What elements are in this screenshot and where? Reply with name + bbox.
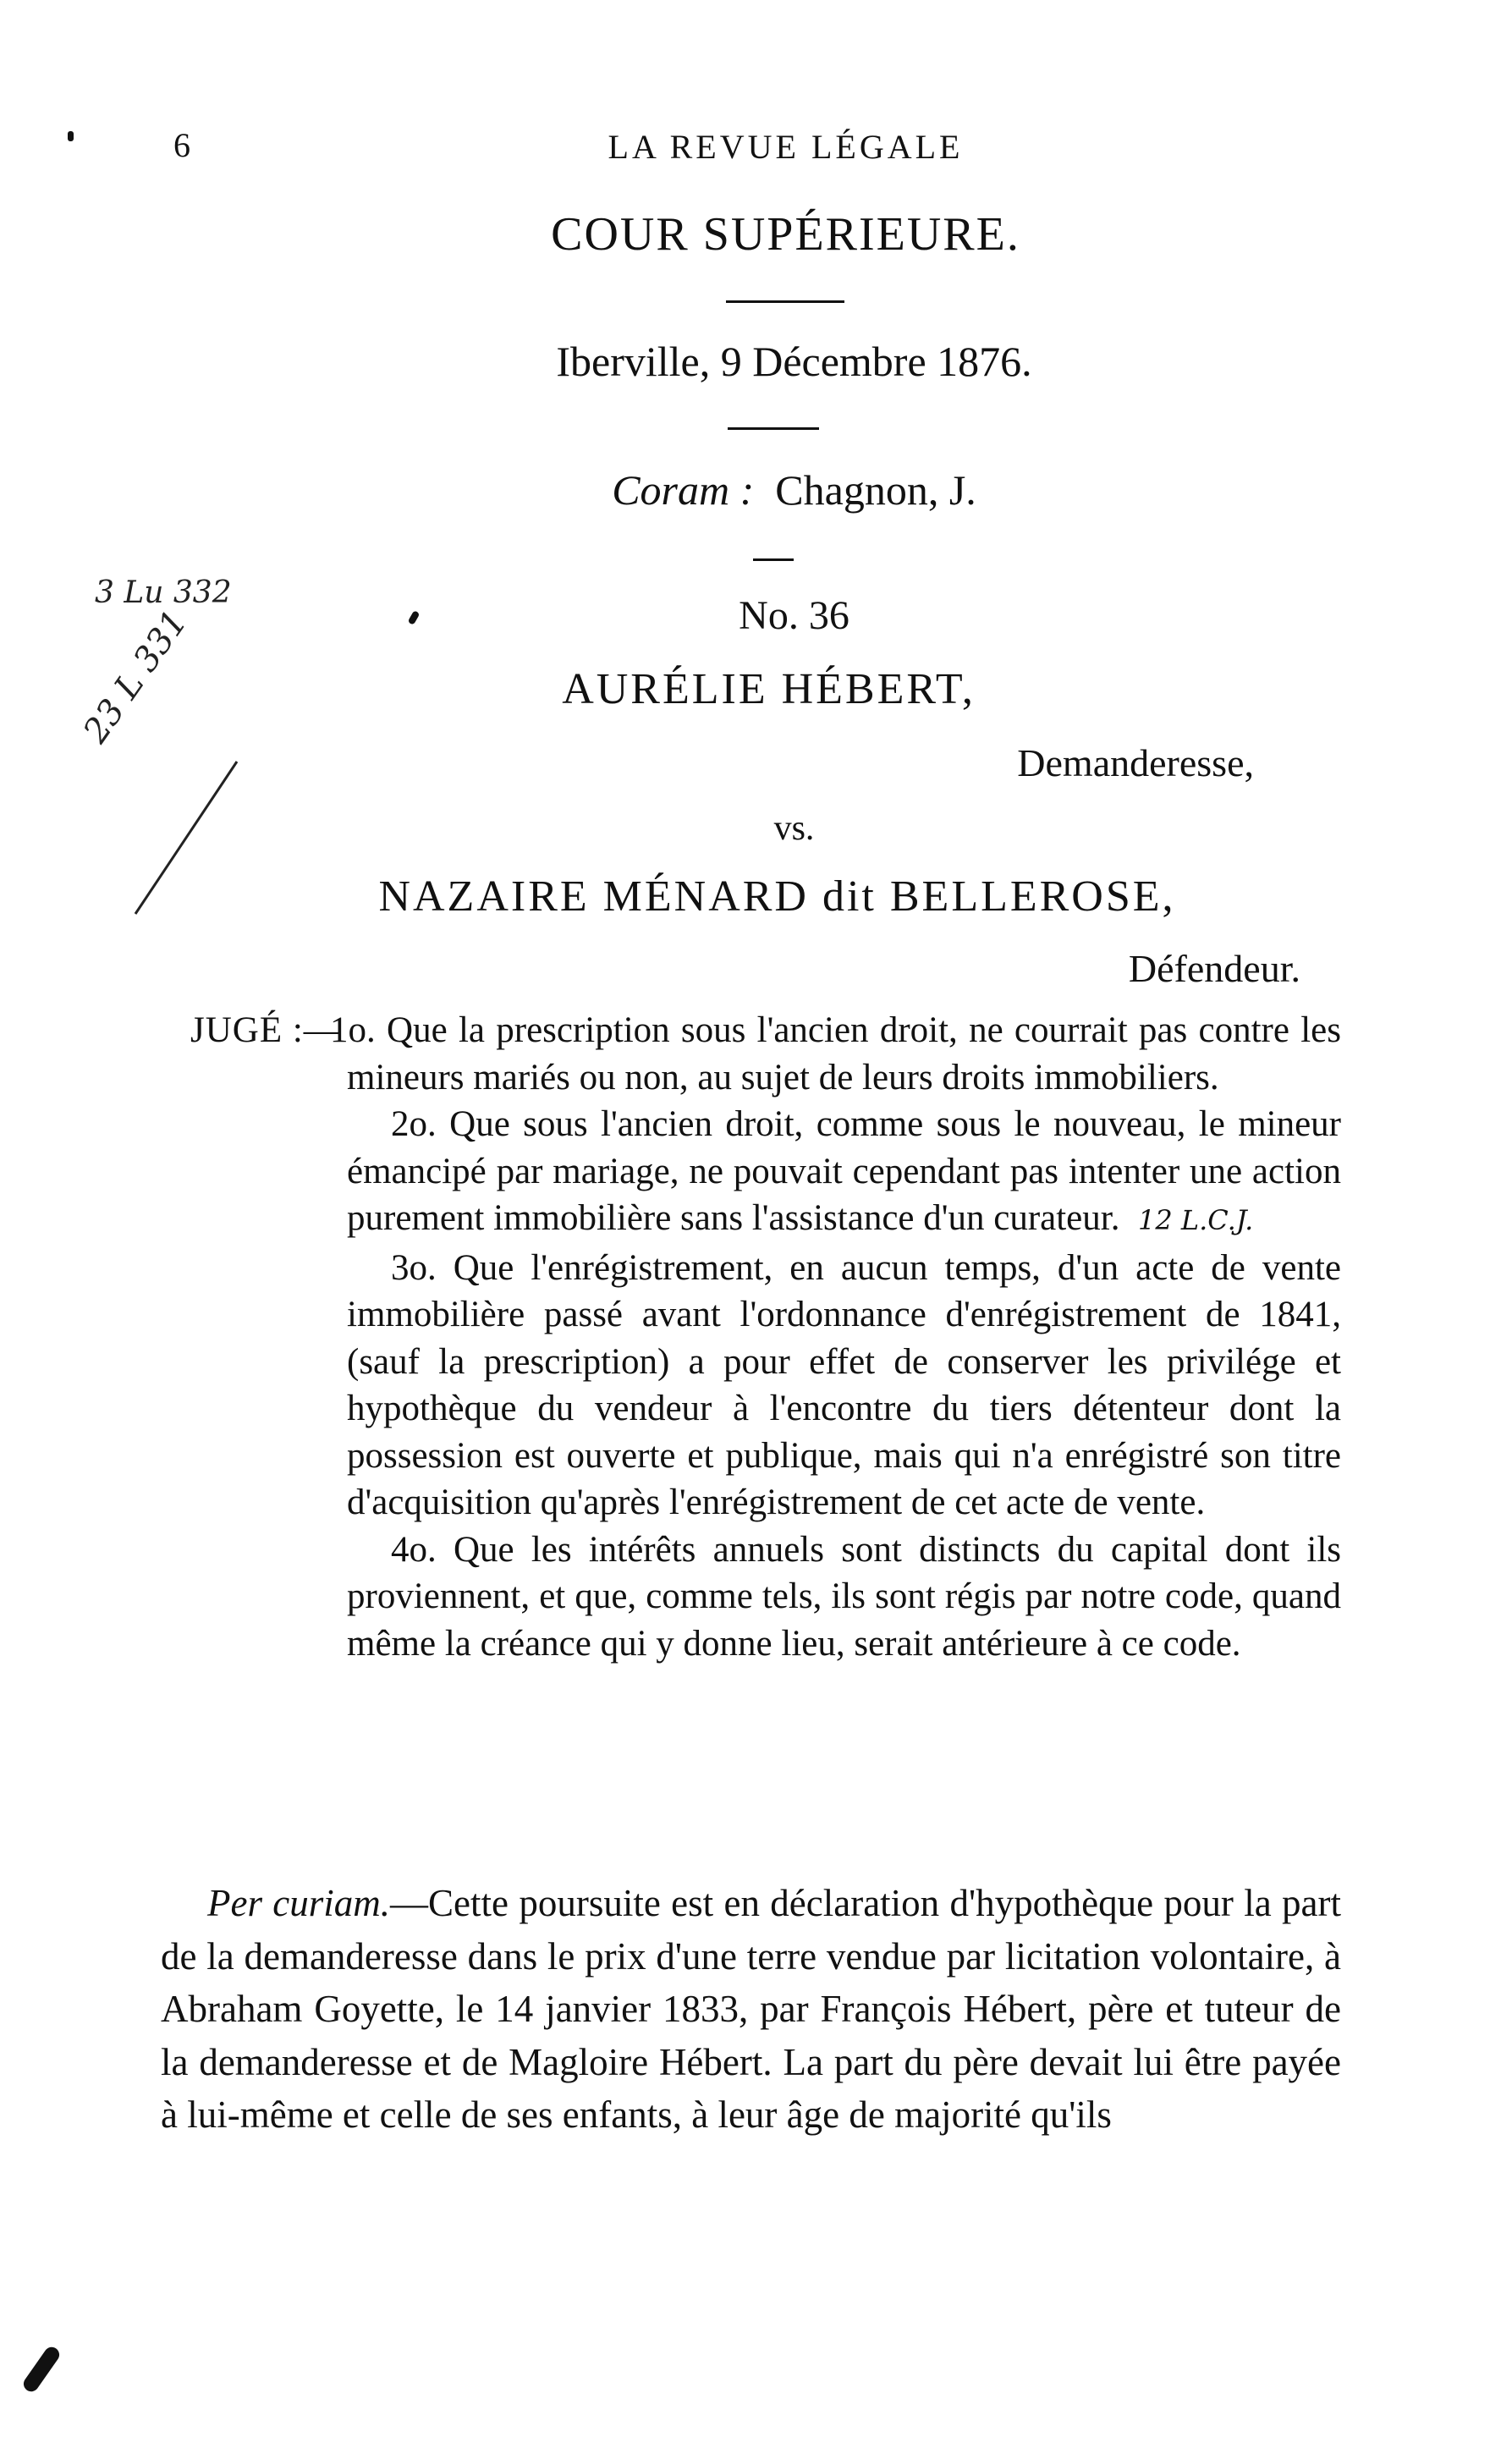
body-text <box>161 1877 1341 2142</box>
handwritten-margin-note-rotated: 23 L 331 <box>76 603 195 751</box>
divider <box>726 300 844 303</box>
holding-2 <box>347 1101 1341 1245</box>
place-date: Iberville, 9 Décembre 1876. <box>556 338 1032 385</box>
holdings-label: JUGÉ :— <box>190 1010 341 1050</box>
holding-2-text: 2o. Que sous l'ancien droit, comme sous le nouveau, le mineur émancipé par mariage, ne pouvait cependant pas intenter une action purement immobilière sans l'assistance d'un curateur. <box>347 1104 1341 1238</box>
ink-mark <box>68 131 74 141</box>
body-paragraph <box>161 1877 1341 2142</box>
coram-line <box>0 465 1512 514</box>
holdings <box>330 1007 1341 1667</box>
handwritten-margin-note: 3 Lu 332 <box>95 575 232 610</box>
running-head: LA REVUE LÉGALE <box>608 128 964 166</box>
plaintiff-role: Demanderesse, <box>1017 741 1254 784</box>
court-title: COUR SUPÉRIEURE. <box>551 208 1020 261</box>
holding-1: 1o. Que la prescription sous l'ancien droit, ne courrait pas contre les mineurs mariés ou non, au sujet de leurs droits immobiliers. <box>330 1010 1341 1097</box>
body-paragraph-text: —Cette poursuite est en déclaration d'hypothèque pour la part de la demanderesse dans le prix d'une terre vendue par licitation volontaire, à Abraham Goyette, le 14 janvier 1833, par François Hébert, père et tuteur de la demanderesse et de Magloire Hébert. La part du père devait lui être payée à lui-même et celle de ses enfants, à leur âge de majorité qu'ils <box>161 1882 1341 2136</box>
versus: vs. <box>773 809 815 848</box>
defendant-name: NAZAIRE MÉNARD dit BELLEROSE, <box>378 872 1176 921</box>
divider <box>753 558 794 561</box>
holding-4: 4o. Que les intérêts annuels sont distincts du capital dont ils proviennent, et que, comme tels, ils sont régis par notre code, quand même la créance qui y donne lieu, serait antérieure à ce code. <box>347 1529 1341 1664</box>
plaintiff-name: AURÉLIE HÉBERT, <box>562 665 976 713</box>
coram-label: Coram : <box>612 466 755 514</box>
ink-mark <box>20 2344 62 2394</box>
margin-stroke <box>127 753 245 922</box>
divider <box>728 427 819 430</box>
handwritten-inline-note: 12 L.C.J. <box>1137 1204 1254 1236</box>
page-number: 6 <box>173 126 190 164</box>
per-curiam: Per curiam. <box>207 1882 391 1924</box>
holding-3: 3o. Que l'enrégistrement, en aucun temps, d'un acte de vente immobilière passé avant l'ordonnance d'enrégistrement de 1841, (sauf la prescription) a pour effet de conserver les privilége et hypothèque du vendeur à l'encontre du tiers détenteur dont la possession est ouverte et publique, mais qui n'a enrégistré son titre d'acquisition qu'après l'enrégistrement de cet acte de vente. <box>347 1247 1341 1522</box>
case-number: No. 36 <box>739 593 849 638</box>
coram-judge: Chagnon, J. <box>775 466 976 514</box>
defendant-role: Défendeur. <box>1128 947 1300 990</box>
